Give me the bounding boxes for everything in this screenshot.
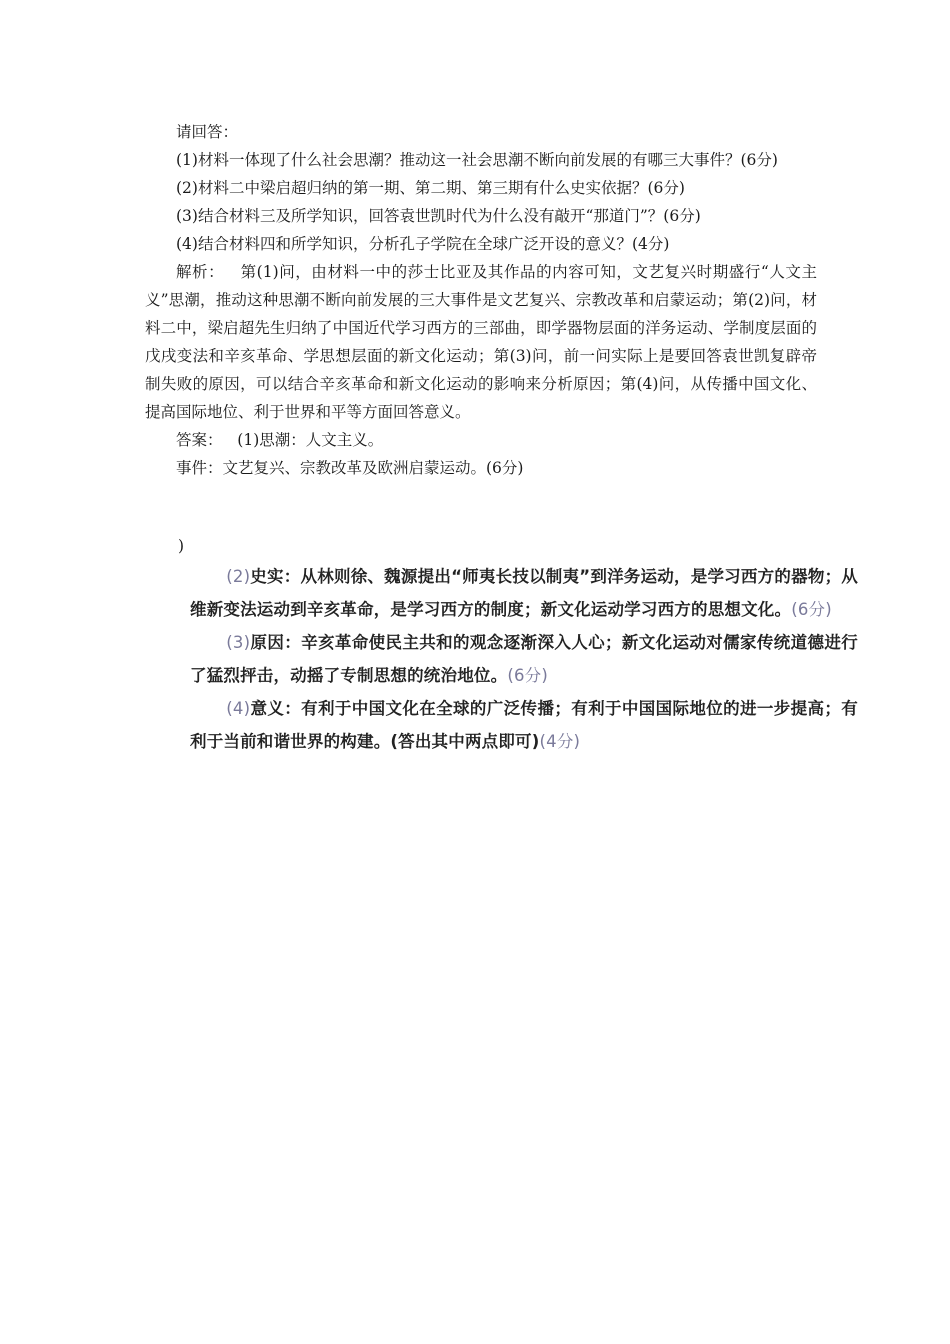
answer-2: [190, 560, 858, 626]
questions-intro: 请回答：: [176, 123, 239, 141]
answer-3: [190, 626, 858, 692]
analysis-paragraph: [145, 258, 817, 426]
answer-label: 答案：: [176, 431, 223, 449]
answer-3-number: (3): [226, 633, 251, 652]
question-3: (3)结合材料三及所学知识，回答袁世凯时代为什么没有敲开“那道门”？(6分): [176, 207, 701, 225]
question-2: (2)材料二中梁启超归纳的第一期、第二期、第三期有什么史实依据？(6分): [176, 179, 685, 197]
answer-4-text: 意义：有利于中国文化在全球的广泛传播；有利于中国国际地位的进一步提高；有利于当前和谐世界的构建。(答出其中两点即可): [190, 699, 858, 751]
analysis-text: 第(1)问，由材料一中的莎士比亚及其作品的内容可知，文艺复兴时期盛行“人文主义”思潮，推动这种思潮不断向前发展的三大事件是文艺复兴、宗教改革和启蒙运动；第(2)问，材料二中，梁启超先生归纳了中国近代学习西方的三部曲，即学器物层面的洋务运动、学制度层面的戊戌变法和辛亥革命、学思想层面的新文化运动；第(3)问，前一问实际上是要回答袁世凯复辟帝制失败的原因，可以结合辛亥革命和新文化运动的影响来分析原因；第(4)问，从传播中国文化、提高国际地位、利于世界和平等方面回答意义。: [145, 263, 817, 421]
answer-2-number: (2): [226, 567, 251, 586]
answer-4-score: (4分): [539, 732, 581, 751]
answer-1-events: 事件：文艺复兴、宗教改革及欧洲启蒙运动。(6分): [176, 459, 524, 477]
answer-3-text: 原因：辛亥革命使民主共和的观念逐渐深入人心；新文化运动对儒家传统道德进行了猛烈抨击，动摇了专制思想的统治地位。: [190, 633, 858, 685]
question-4: (4)结合材料四和所学知识，分析孔子学院在全球广泛开设的意义？(4分): [176, 235, 670, 253]
stray-paren: ): [178, 537, 185, 555]
analysis-label: 解析：: [176, 263, 225, 281]
answer-1-text: (1)思潮：人文主义。: [237, 431, 384, 449]
question-1: (1)材料一体现了什么社会思潮？推动这一社会思潮不断向前发展的有哪三大事件？(6分): [176, 151, 778, 169]
document-body: [145, 118, 817, 482]
answer-3-score: (6分): [507, 666, 548, 685]
scanned-answer-block: [190, 560, 858, 758]
answer-4: [190, 692, 858, 758]
answer-1: [145, 426, 817, 454]
answer-2-text: 史实：从林则徐、魏源提出“师夷长技以制夷”到洋务运动，是学习西方的器物；从维新变法运动到辛亥革命，是学习西方的制度；新文化运动学习西方的思想文化。: [190, 567, 858, 619]
answer-4-number: (4): [226, 699, 251, 718]
answer-2-score: (6分): [791, 600, 832, 619]
